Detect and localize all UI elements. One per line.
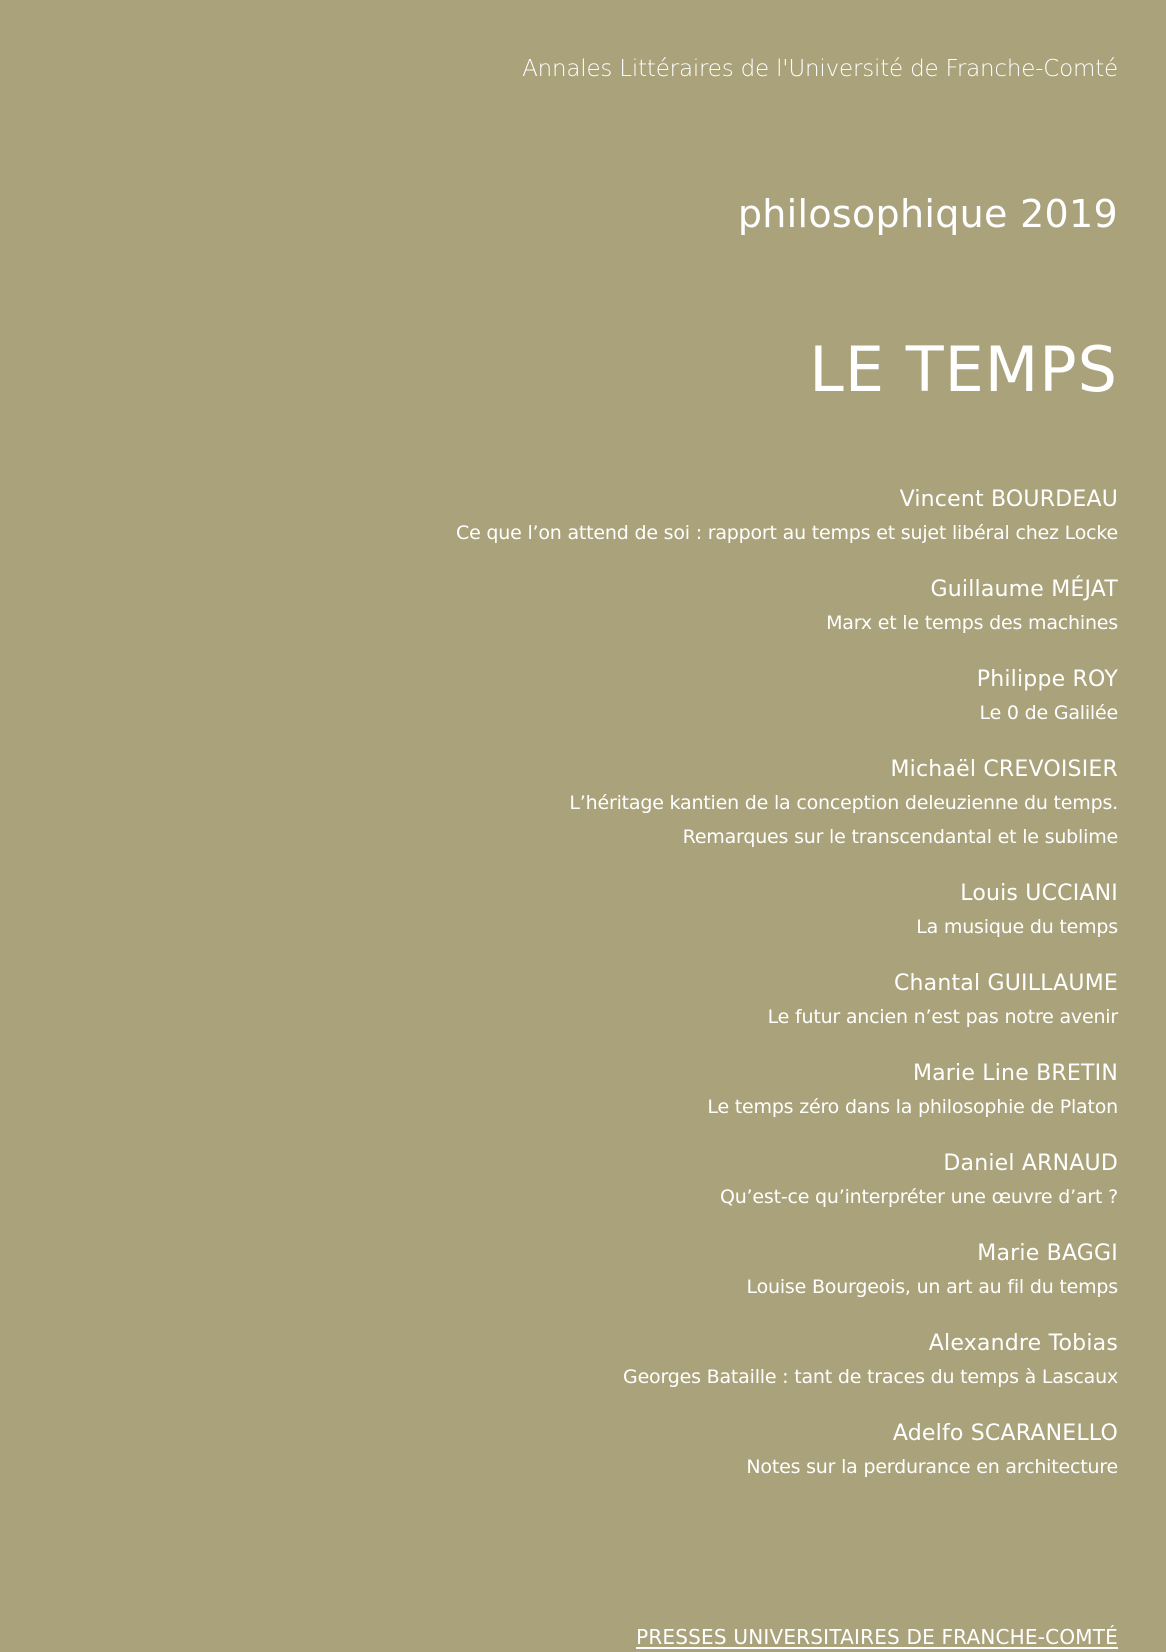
- article-title: [358, 1000, 1118, 1034]
- article-title-line: L’héritage kantien de la conception deleuzienne du temps.: [569, 792, 1118, 814]
- article-title-line: Le temps zéro dans la philosophie de Platon: [707, 1096, 1118, 1118]
- author-name: Vincent BOURDEAU: [899, 487, 1118, 512]
- article-title: [358, 606, 1118, 640]
- contents-entry-10: [358, 1328, 1118, 1394]
- author-name: Marie Line BRETIN: [912, 1061, 1118, 1086]
- author-name: Daniel ARNAUD: [943, 1151, 1118, 1176]
- contents-entry-7: [358, 1058, 1118, 1124]
- issue-title: philosophique 2019: [737, 192, 1118, 236]
- contents-entry-6: [358, 968, 1118, 1034]
- article-title-line: Le 0 de Galilée: [979, 702, 1118, 724]
- author-name: Guillaume MÉJAT: [930, 577, 1118, 602]
- contents-entry-9: [358, 1238, 1118, 1304]
- article-title-line: Louise Bourgeois, un art au fil du temps: [746, 1276, 1118, 1298]
- article-title-line: Georges Bataille : tant de traces du temps à Lascaux: [623, 1366, 1118, 1388]
- article-title-line: Ce que l’on attend de soi : rapport au temps et sujet libéral chez Locke: [456, 522, 1118, 544]
- book-title: LE TEMPS: [809, 333, 1118, 406]
- article-title-line: La musique du temps: [916, 916, 1118, 938]
- table-of-contents: [358, 484, 1118, 1508]
- contents-entry-1: [358, 484, 1118, 550]
- contents-entry-2: [358, 574, 1118, 640]
- article-title-line: Remarques sur le transcendantal et le sublime: [682, 826, 1118, 848]
- contents-entry-3: [358, 664, 1118, 730]
- author-name: Marie BAGGI: [977, 1241, 1118, 1266]
- contents-entry-4: [358, 754, 1118, 854]
- article-title: [358, 1180, 1118, 1214]
- contents-entry-11: [358, 1418, 1118, 1484]
- article-title: [358, 910, 1118, 944]
- article-title: [358, 516, 1118, 550]
- article-title-line: Notes sur la perdurance en architecture: [746, 1456, 1118, 1478]
- author-name: Chantal GUILLAUME: [893, 971, 1118, 996]
- article-title: [358, 786, 1118, 854]
- article-title: [358, 1090, 1118, 1124]
- contents-entry-8: [358, 1148, 1118, 1214]
- contents-entry-5: [358, 878, 1118, 944]
- publisher-name: PRESSES UNIVERSITAIRES DE FRANCHE-COMTÉ: [636, 1625, 1118, 1649]
- article-title-line: Marx et le temps des machines: [826, 612, 1118, 634]
- article-title-line: Le futur ancien n’est pas notre avenir: [767, 1006, 1118, 1028]
- author-name: Philippe ROY: [976, 667, 1118, 692]
- article-title: [358, 696, 1118, 730]
- series-title: Annales Littéraires de l'Université de Franche-Comté: [522, 56, 1118, 82]
- article-title: [358, 1270, 1118, 1304]
- article-title: [358, 1450, 1118, 1484]
- article-title: [358, 1360, 1118, 1394]
- author-name: Louis UCCIANI: [960, 881, 1118, 906]
- article-title-line: Qu’est-ce qu’interpréter une œuvre d’art ?: [719, 1186, 1118, 1208]
- author-name: Alexandre Tobias: [928, 1331, 1118, 1356]
- author-name: Adelfo SCARANELLO: [892, 1421, 1118, 1446]
- author-name: Michaël CREVOISIER: [890, 757, 1118, 782]
